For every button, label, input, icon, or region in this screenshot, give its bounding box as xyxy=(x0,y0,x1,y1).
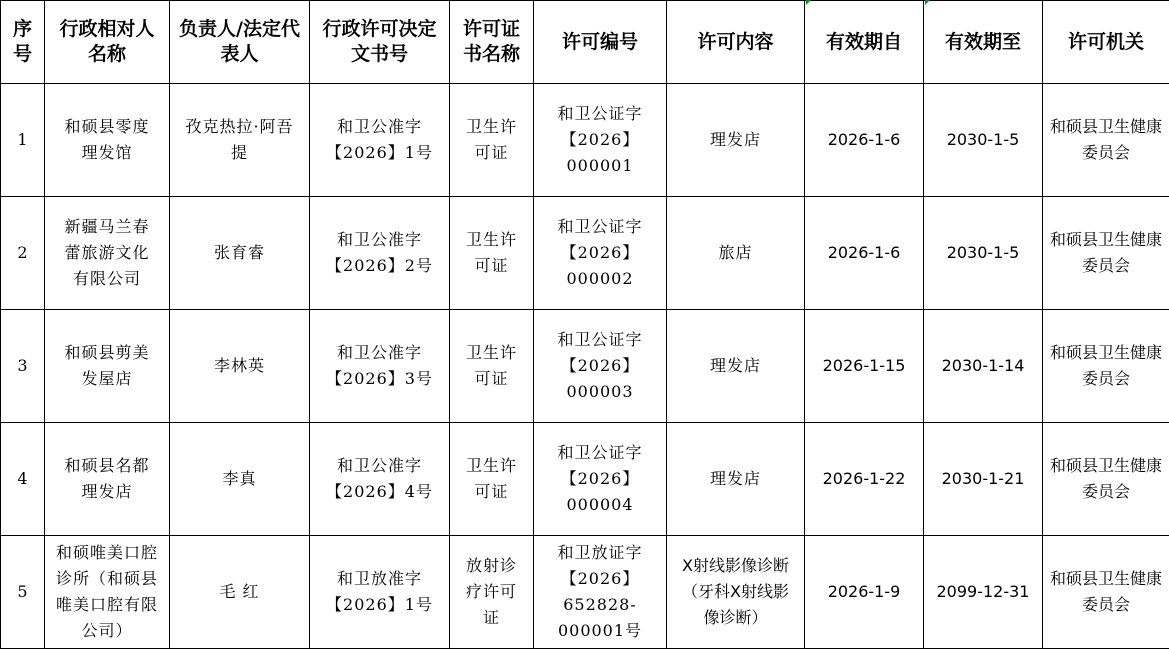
header-cell-permit: 许可编号 xyxy=(534,1,667,84)
cell-content: 理发店 xyxy=(667,84,805,197)
cell-cert: 放射诊疗许可证 xyxy=(450,536,534,649)
cell-authority: 和硕县卫生健康委员会 xyxy=(1043,536,1169,649)
header-row xyxy=(1,1,1169,84)
header-cell-to: 有效期至 xyxy=(924,1,1043,84)
cell-doc: 和卫公准字【2026】1号 xyxy=(310,84,450,197)
cell-from: 2026-1-22 xyxy=(805,423,924,536)
header-cell-name: 行政相对人名称 xyxy=(45,1,170,84)
cell-content: 理发店 xyxy=(667,423,805,536)
header-cell-cert: 许可证书名称 xyxy=(450,1,534,84)
cell-to: 2030-1-14 xyxy=(924,310,1043,423)
cell-authority: 和硕县卫生健康委员会 xyxy=(1043,310,1169,423)
cell-no: 1 xyxy=(1,84,45,197)
header-cell-no: 序号 xyxy=(1,1,45,84)
cell-doc: 和卫公准字【2026】2号 xyxy=(310,197,450,310)
comment-marker-icon xyxy=(806,0,811,5)
cell-content: 理发店 xyxy=(667,310,805,423)
cell-cert: 卫生许可证 xyxy=(450,423,534,536)
cell-doc: 和卫放准字【2026】1号 xyxy=(310,536,450,649)
cell-cert: 卫生许可证 xyxy=(450,310,534,423)
cell-rep: 张育睿 xyxy=(170,197,310,310)
cell-rep: 李林英 xyxy=(170,310,310,423)
cell-authority: 和硕县卫生健康委员会 xyxy=(1043,197,1169,310)
cell-no: 4 xyxy=(1,423,45,536)
cell-authority: 和硕县卫生健康委员会 xyxy=(1043,423,1169,536)
comment-marker-icon xyxy=(925,0,930,5)
cell-content: X射线影像诊断（牙科X射线影像诊断） xyxy=(667,536,805,649)
cell-doc: 和卫公准字【2026】3号 xyxy=(310,310,450,423)
table-row xyxy=(1,197,1169,310)
cell-to: 2030-1-21 xyxy=(924,423,1043,536)
cell-content: 旅店 xyxy=(667,197,805,310)
cell-rep: 毛 红 xyxy=(170,536,310,649)
cell-cert: 卫生许可证 xyxy=(450,84,534,197)
cell-no: 2 xyxy=(1,197,45,310)
table-row xyxy=(1,423,1169,536)
cell-doc: 和卫公准字【2026】4号 xyxy=(310,423,450,536)
cell-permit: 和卫公证字【2026】000002 xyxy=(534,197,667,310)
header-cell-doc: 行政许可决定文书号 xyxy=(310,1,450,84)
cell-from: 2026-1-9 xyxy=(805,536,924,649)
cell-permit: 和卫公证字【2026】000003 xyxy=(534,310,667,423)
table-row xyxy=(1,84,1169,197)
header-cell-content: 许可内容 xyxy=(667,1,805,84)
cell-rep: 孜克热拉·阿吾提 xyxy=(170,84,310,197)
cell-to: 2099-12-31 xyxy=(924,536,1043,649)
cell-from: 2026-1-6 xyxy=(805,84,924,197)
table-row xyxy=(1,536,1169,649)
cell-to: 2030-1-5 xyxy=(924,84,1043,197)
cell-no: 3 xyxy=(1,310,45,423)
cell-cert: 卫生许可证 xyxy=(450,197,534,310)
header-cell-from: 有效期自 xyxy=(805,1,924,84)
header-cell-authority: 许可机关 xyxy=(1043,1,1169,84)
cell-from: 2026-1-15 xyxy=(805,310,924,423)
cell-name: 和硕县名都理发店 xyxy=(45,423,170,536)
cell-permit: 和卫放证字【2026】652828-000001号 xyxy=(534,536,667,649)
cell-name: 和硕县剪美发屋店 xyxy=(45,310,170,423)
cell-to: 2030-1-5 xyxy=(924,197,1043,310)
cell-authority: 和硕县卫生健康委员会 xyxy=(1043,84,1169,197)
cell-from: 2026-1-6 xyxy=(805,197,924,310)
cell-name: 新疆马兰春蕾旅游文化有限公司 xyxy=(45,197,170,310)
cell-name: 和硕县零度理发馆 xyxy=(45,84,170,197)
header-cell-rep: 负责人/法定代表人 xyxy=(170,1,310,84)
cell-name: 和硕唯美口腔诊所（和硕县唯美口腔有限公司） xyxy=(45,536,170,649)
cell-permit: 和卫公证字【2026】000001 xyxy=(534,84,667,197)
cell-rep: 李真 xyxy=(170,423,310,536)
cell-no: 5 xyxy=(1,536,45,649)
table-row xyxy=(1,310,1169,423)
cell-permit: 和卫公证字【2026】000004 xyxy=(534,423,667,536)
